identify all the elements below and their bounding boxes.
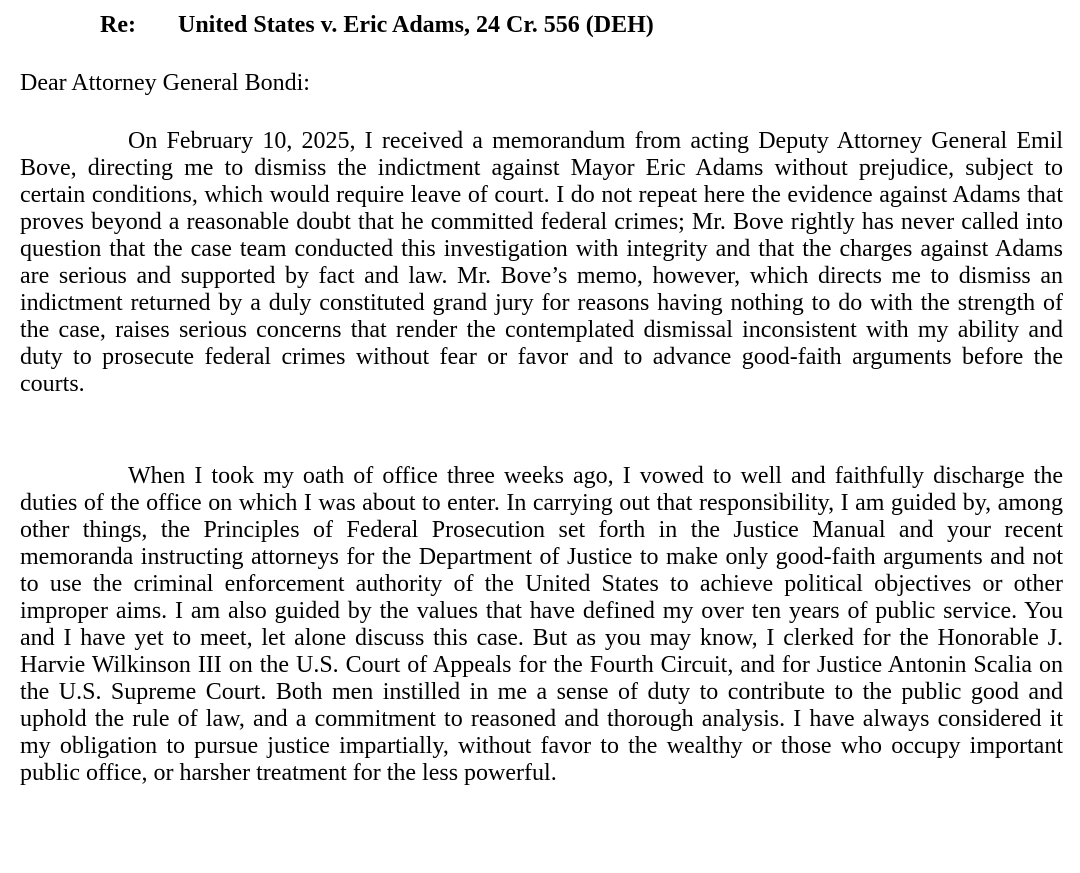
body-paragraph-2: When I took my oath of office three weeks ago, I vowed to well and faithfully discharge the duties of the office on which I was about to enter. In carrying out that responsibility, I am guided by, among other things, the Principles of Federal Prosecution set forth in the Justice Manual and your recent memoranda instructing attorneys for the Department of Justice to make only good-faith arguments and not to use the criminal enforcement authority of the United States to achieve political objectives or other improper aims. I am also guided by the values that have defined my over ten years of public service. You and I have yet to meet, let alone discuss this case. But as you may know, I clerked for the Honorable J. Harvie Wilkinson III on the U.S. Court of Appeals for the Fourth Circuit, and for Justice Antonin Scalia on the U.S. Supreme Court. Both men instilled in me a sense of duty to contribute to the public good and uphold the rule of law, and a commitment to reasoned and thorough analysis. I have always considered it my obligation to pursue justice impartially, without favor to the wealthy or those who occupy important public office, or harsher treatment for the less powerful. xyxy=(20,463,1063,786)
re-subject: United States v. Eric Adams, 24 Cr. 556 (DEH) xyxy=(178,12,654,38)
body-paragraph-1: On February 10, 2025, I received a memorandum from acting Deputy Attorney General Emil Bove, directing me to dismiss the indictment against Mayor Eric Adams without prejudice, subject to certain conditions, which would require leave of court. I do not repeat here the evidence against Adams that proves beyond a reasonable doubt that he committed federal crimes; Mr. Bove rightly has never called into question that the case team conducted this investigation with integrity and that the charges against Adams are serious and supported by fact and law. Mr. Bove’s memo, however, which directs me to dismiss an indictment returned by a duly constituted grand jury for reasons having nothing to do with the strength of the case, raises serious concerns that render the contemplated dismissal inconsistent with my ability and duty to prosecute federal crimes without fear or favor and to advance good-faith arguments before the courts. xyxy=(20,128,1063,397)
salutation: Dear Attorney General Bondi: xyxy=(20,70,310,96)
re-label: Re: xyxy=(100,12,136,38)
re-line xyxy=(100,12,654,39)
